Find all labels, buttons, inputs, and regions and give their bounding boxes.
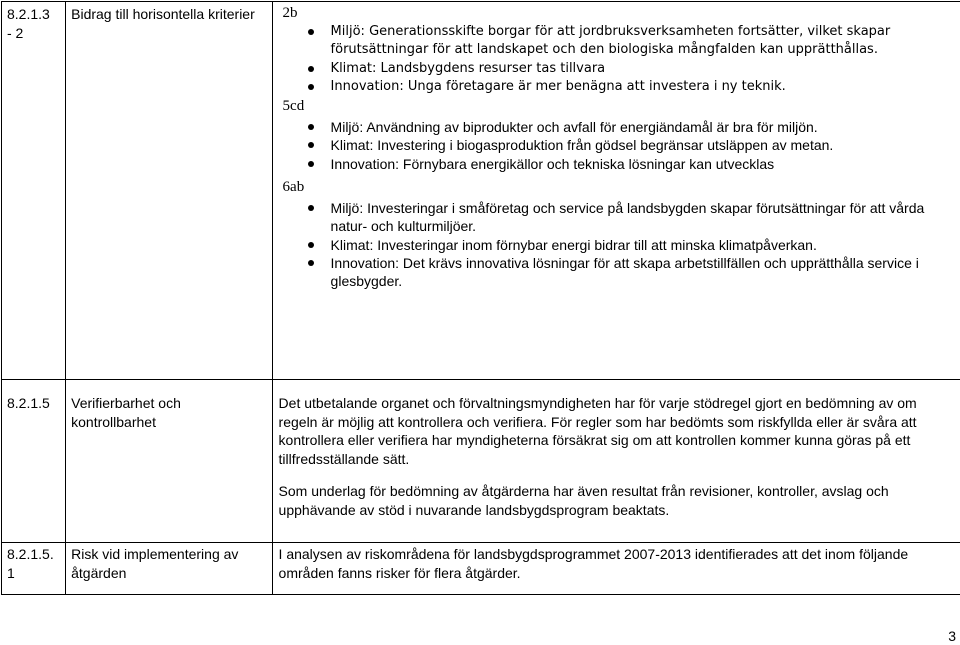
bullet-list	[283, 23, 960, 96]
row-content-cell	[272, 2, 960, 380]
list-item: Miljö: Investeringar i småföretag och service på landsbygden skapar förutsättningar för att vårda natur- och kulturmiljöer.	[283, 199, 960, 236]
list-item: Klimat: Investering i biogasproduktion från gödsel begränsar utsläppen av metan.	[283, 136, 960, 154]
row-id: 8.2.1.3 - 2	[7, 6, 50, 41]
row-title: Bidrag till horisontella kriterier	[71, 6, 255, 22]
list-item: Miljö: Generationsskifte borgar för att jordbruksverksamheten fortsätter, vilket skapar förutsättningar för att landskapet och den biologiska mångfalden kan upprätthållas.	[283, 23, 960, 60]
paragraph: I analysen av riskområdena för landsbygdsprogrammet 2007-2013 identifierades att det inom följande områden fanns risker för flera åtgärder.	[278, 546, 909, 581]
row-id-cell	[2, 380, 66, 543]
section-label: 6ab	[282, 179, 305, 196]
risk-content	[273, 543, 960, 582]
row-title-cell	[66, 380, 272, 543]
row-title-cell	[66, 2, 272, 380]
bullet-list	[283, 199, 960, 290]
verification-content	[273, 380, 960, 519]
paragraph: Det utbetalande organet och förvaltningsmyndigheten har för varje stödregel gjort en bedömning av om regeln är möjlig att kontrollera och verifiera. För regler som har bedömts som riskfyllda eller är svåra att kontrollera eller verifiera har myndigheterna försäkrat sig om att kontrollen kommer kunna göras på ett tillfredsställande sätt.	[278, 395, 917, 467]
table-row	[2, 543, 960, 595]
row-id-cell	[2, 543, 66, 595]
row-content-cell	[272, 543, 960, 595]
list-item: Klimat: Landsbygdens resurser tas tillvara	[283, 60, 960, 78]
row-content-cell	[272, 380, 960, 543]
list-item: Klimat: Investeringar inom förnybar energi bidrar till att minska klimatpåverkan.	[283, 236, 960, 254]
row-id: 8.2.1.5. 1	[7, 546, 54, 581]
table-row	[2, 380, 960, 543]
criteria-content	[273, 2, 960, 291]
document-table	[1, 1, 960, 595]
bullet-list	[283, 118, 960, 173]
page-number: 3	[948, 628, 956, 644]
list-item: Innovation: Det krävs innovativa lösningar för att skapa arbetstillfällen och upprätthålla service i glesbygder.	[283, 254, 960, 291]
row-title-cell	[66, 543, 272, 595]
table-row	[2, 2, 960, 380]
list-item: Innovation: Unga företagare är mer benägna att investera i ny teknik.	[283, 78, 960, 96]
paragraph: Som underlag för bedömning av åtgärderna har även resultat från revisioner, kontroller, avslag och upphävande av stöd i nuvarande landsbygdsprogram beaktats.	[278, 483, 889, 518]
list-item: Innovation: Förnybara energikällor och tekniska lösningar kan utvecklas	[283, 155, 960, 173]
row-id: 8.2.1.5	[7, 395, 50, 411]
row-title: Verifierbarhet och kontrollbarhet	[71, 395, 181, 430]
row-id-cell	[2, 2, 66, 380]
list-item: Miljö: Användning av biprodukter och avfall för energiändamål är bra för miljön.	[283, 118, 960, 136]
row-title: Risk vid implementering av åtgärden	[71, 546, 239, 581]
section-label: 5cd	[282, 98, 305, 115]
section-label: 2b	[282, 5, 298, 21]
